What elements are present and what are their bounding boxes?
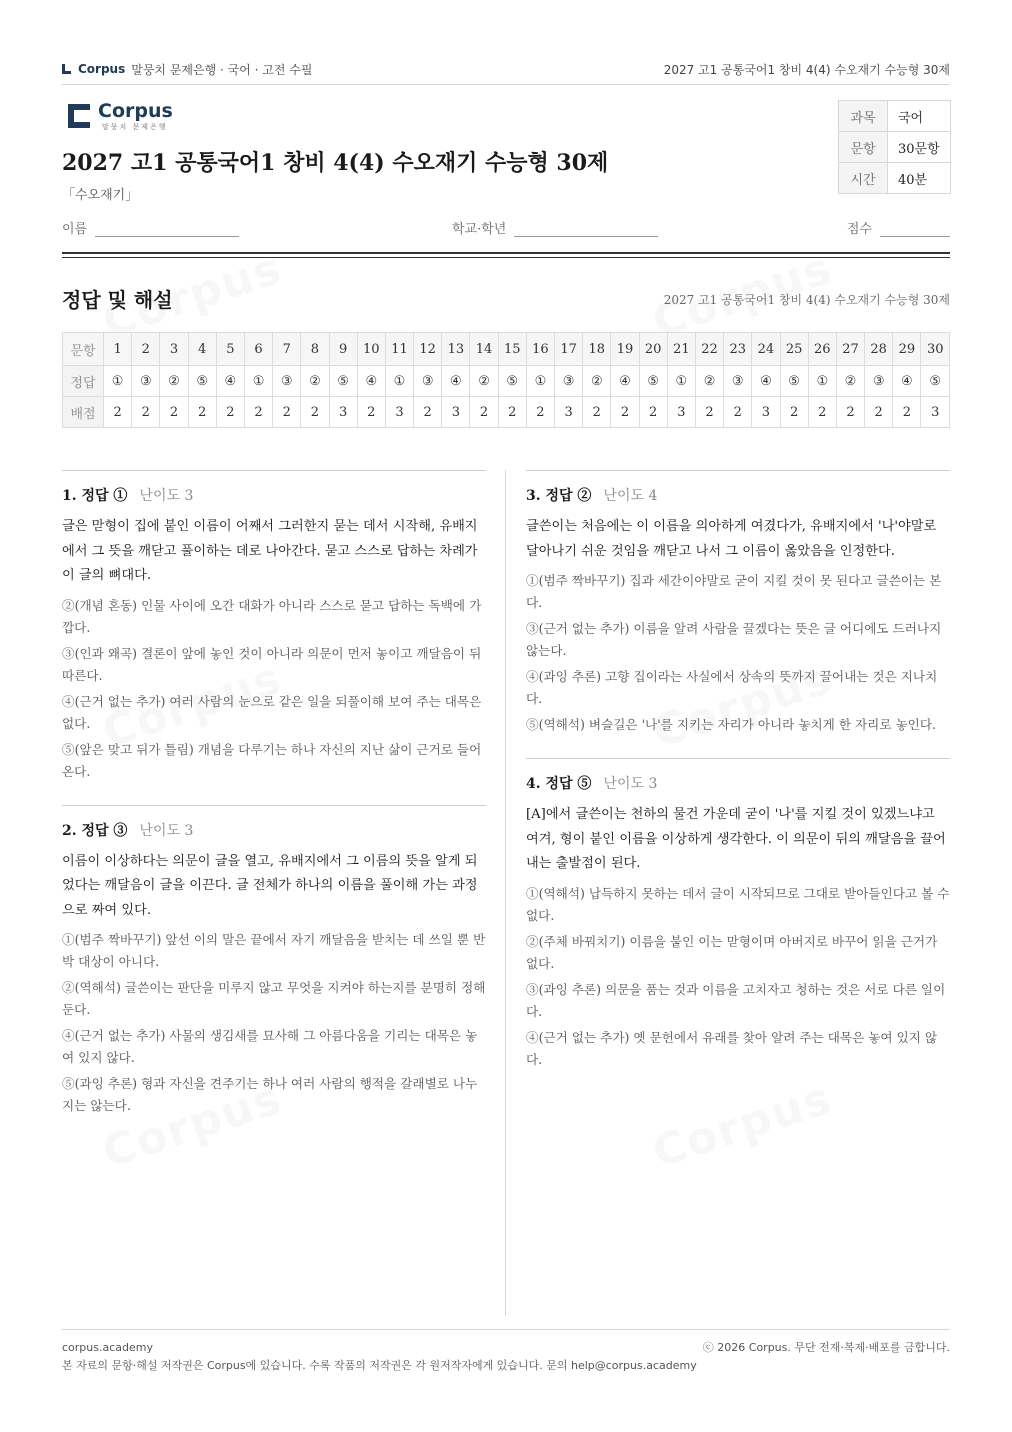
distractor-note: ③(과잉 추론) 의문을 품는 것과 이름을 고치자고 청하는 것은 서로 다른 일이다. [526, 981, 946, 1019]
answer-points-cell: 2 [836, 397, 864, 428]
answer-label: 2. 정답 ③ [62, 822, 128, 839]
explanation-item [62, 470, 486, 783]
corpus-logo-icon [62, 64, 72, 74]
name-line[interactable] [95, 219, 239, 237]
answer-value-cell: ⑤ [639, 366, 667, 397]
distractor-note: ⑤(앞은 맞고 뒤가 틀림) 개념을 다루기는 하나 자신의 지난 삶이 근거로 들어온다. [62, 741, 482, 779]
score-label: 점수 [846, 222, 872, 237]
answer-number-cell: 6 [244, 333, 272, 366]
answer-points-cell: 3 [667, 397, 695, 428]
answer-value-cell: ⑤ [921, 366, 950, 397]
answer-table [62, 332, 950, 428]
answer-number-cell: 5 [216, 333, 244, 366]
answer-value-cell: ④ [357, 366, 385, 397]
row-label-answer: 정답 [63, 366, 104, 397]
school-line[interactable] [514, 219, 658, 237]
student-fields [62, 218, 950, 238]
answer-value-cell: ② [695, 366, 723, 397]
answer-number-cell: 24 [752, 333, 780, 366]
answer-points-cell: 2 [865, 397, 893, 428]
answer-value-cell: ③ [555, 366, 583, 397]
answer-value-cell: ① [385, 366, 413, 397]
distractor-note: ③(인과 왜곡) 결론이 앞에 놓인 것이 아니라 의문이 먼저 놓이고 깨달음이 뒤따른다. [62, 645, 482, 683]
explanation-item [526, 470, 950, 736]
answer-value-cell: ③ [273, 366, 301, 397]
row-label-number: 문항 [63, 333, 104, 366]
answer-number-cell: 30 [921, 333, 950, 366]
answer-points-cell: 3 [752, 397, 780, 428]
explanation-body: 이름이 이상하다는 의문이 글을 열고, 유배지에서 그 이름의 뜻을 알게 되었다는 깨달음이 글을 이끈다. 글 전체가 하나의 이름을 풀이해 가는 과정으로 짜여 있다. [62, 853, 478, 918]
info-key-subject: 과목 [839, 101, 888, 132]
answer-points-cell: 2 [244, 397, 272, 428]
distractor-note: ④(근거 없는 추가) 옛 문헌에서 유래를 찾아 알려 주는 대목은 놓여 있지 않다. [526, 1029, 938, 1067]
explanation-heading [62, 820, 486, 840]
answer-number-cell: 3 [160, 333, 188, 366]
distractor-note: ⑤(과잉 추론) 형과 자신을 견주기는 하나 여러 사람의 행적을 갈래별로 나누지는 않는다. [62, 1076, 478, 1113]
explanations-right-column [526, 470, 950, 1093]
answer-number-cell: 25 [780, 333, 808, 366]
answer-value-cell: ② [836, 366, 864, 397]
distractor-note: ②(개념 혼동) 인물 사이에 오간 대화가 아니라 스스로 묻고 답하는 독백에 가깝다. [62, 597, 482, 635]
answer-number-cell: 10 [357, 333, 385, 366]
answer-number-cell: 18 [583, 333, 611, 366]
school-field[interactable] [452, 218, 658, 237]
answer-value-cell: ① [526, 366, 554, 397]
answer-number-cell: 11 [385, 333, 413, 366]
answer-points-cell: 2 [104, 397, 132, 428]
distractor-note: ①(범주 짝바꾸기) 앞선 이의 말은 끝에서 자기 깨달음을 받치는 데 쓰일 뿐 반박 대상이 아니다. [62, 932, 486, 969]
brand-name: Corpus [78, 62, 126, 76]
answer-points-cell: 2 [301, 397, 329, 428]
answer-value-cell: ① [244, 366, 272, 397]
answer-value-cell: ① [104, 366, 132, 397]
answer-points-cell: 2 [611, 397, 639, 428]
explanation-heading [526, 773, 950, 793]
top-bar-doc-title: 2027 고1 공통국어1 창비 4(4) 수오재기 수능형 30제 [663, 62, 950, 77]
answer-points-cell: 2 [273, 397, 301, 428]
answer-number-cell: 29 [893, 333, 921, 366]
explanation-item [62, 805, 486, 1118]
distractor-note: ①(역해석) 납득하지 못하는 데서 글이 시작되므로 그대로 받아들인다고 볼 수 없다. [526, 885, 950, 923]
answer-points-cell: 3 [555, 397, 583, 428]
page-title: 2027 고1 공통국어1 창비 4(4) 수오재기 수능형 30제 [62, 150, 609, 176]
column-divider [505, 470, 506, 1316]
answer-number-cell: 20 [639, 333, 667, 366]
answer-label: 4. 정답 ⑤ [526, 776, 592, 792]
distractor-note: ④(과잉 추론) 고향 집이라는 사실에서 상속의 뜻까지 끌어내는 것은 지나치다. [526, 669, 938, 706]
section-doc-title: 2027 고1 공통국어1 창비 4(4) 수오재기 수능형 30제 [663, 293, 950, 307]
answer-points-cell: 2 [808, 397, 836, 428]
info-key-time: 시간 [839, 163, 888, 194]
answer-row-points [63, 397, 950, 428]
answer-points-cell: 2 [470, 397, 498, 428]
answer-points-cell: 2 [526, 397, 554, 428]
answer-number-cell: 1 [104, 333, 132, 366]
answer-value-cell: ② [583, 366, 611, 397]
answer-value-cell: ⑤ [188, 366, 216, 397]
answer-points-cell: 2 [639, 397, 667, 428]
answer-value-cell: ③ [132, 366, 160, 397]
answer-number-cell: 26 [808, 333, 836, 366]
section-title: 정답 및 해설 [62, 288, 173, 312]
header-divider [62, 252, 950, 258]
answer-value-cell: ① [667, 366, 695, 397]
answer-value-cell: ③ [865, 366, 893, 397]
answer-value-cell: ③ [724, 366, 752, 397]
answer-value-cell: ④ [611, 366, 639, 397]
distractor-note: ④(근거 없는 추가) 여러 사람의 눈으로 같은 일을 되풀이해 보여 주는 대목은 없다. [62, 693, 482, 731]
difficulty-label: 난이도 3 [139, 822, 194, 839]
answer-number-cell: 13 [442, 333, 470, 366]
name-label: 이름 [62, 222, 88, 237]
difficulty-label: 난이도 3 [603, 776, 658, 792]
answer-value-cell: ⑤ [780, 366, 808, 397]
breadcrumb: 말뭉치 문제은행 · 국어 · 고전 수필 [131, 62, 313, 77]
logo [68, 101, 173, 132]
distractor-note: ④(근거 없는 추가) 사물의 생김새를 묘사해 그 아름다움을 기리는 대목은 놓여 있지 않다. [62, 1028, 478, 1065]
logo-sub: 말뭉치 문제은행 [102, 123, 168, 131]
answer-label: 3. 정답 ② [526, 488, 592, 504]
answer-number-cell: 2 [132, 333, 160, 366]
answer-value-cell: ④ [216, 366, 244, 397]
answer-points-cell: 2 [780, 397, 808, 428]
footer-copyright: ⓒ 2026 Corpus. 무단 전재·복제·배포를 금합니다. [702, 1341, 950, 1354]
answer-points-cell: 3 [442, 397, 470, 428]
school-label: 학교·학년 [452, 222, 507, 237]
explanation-body: 글쓴이는 처음에는 이 이름을 의아하게 여겼다가, 유배지에서 '나'야말로 달아나기 쉬운 것임을 깨닫고 나서 그 이름이 옳았음을 인정한다. [526, 519, 937, 559]
answer-points-cell: 2 [132, 397, 160, 428]
answer-value-cell: ⑤ [498, 366, 526, 397]
answer-number-cell: 17 [555, 333, 583, 366]
distractor-note: ②(주체 바꿔치기) 이름을 붙인 이는 맏형이며 아버지로 바꾸어 읽을 근거가 없다. [526, 933, 938, 971]
answer-value-cell: ① [808, 366, 836, 397]
answer-number-cell: 23 [724, 333, 752, 366]
answer-points-cell: 2 [724, 397, 752, 428]
info-value-subject: 국어 [888, 101, 951, 132]
explanation-body: 글은 맏형이 집에 붙인 이름이 어째서 그러한지 묻는 데서 시작해, 유배지에서 그 뜻을 깨닫고 풀이하는 데로 나아간다. 묻고 스스로 답하는 차례가 이 글의 뼈대다. [62, 519, 478, 583]
answer-number-cell: 21 [667, 333, 695, 366]
answer-points-cell: 3 [329, 397, 357, 428]
answer-value-cell: ④ [442, 366, 470, 397]
answer-value-cell: ③ [414, 366, 442, 397]
answer-points-cell: 2 [893, 397, 921, 428]
row-label-points: 배점 [63, 397, 104, 428]
answer-value-cell: ② [301, 366, 329, 397]
info-value-time: 40분 [888, 163, 951, 194]
footer [62, 1329, 950, 1375]
answer-points-cell: 2 [188, 397, 216, 428]
answer-value-cell: ② [160, 366, 188, 397]
explanation-heading [526, 485, 950, 505]
answer-number-cell: 12 [414, 333, 442, 366]
exam-info-table [838, 100, 951, 194]
answer-points-cell: 2 [216, 397, 244, 428]
difficulty-label: 난이도 4 [603, 488, 658, 504]
footer-site: corpus.academy [62, 1341, 153, 1354]
answer-number-cell: 9 [329, 333, 357, 366]
explanations-left-column [62, 470, 486, 1139]
top-bar [62, 54, 950, 85]
answer-points-cell: 3 [921, 397, 950, 428]
answer-number-cell: 8 [301, 333, 329, 366]
explanation-body: [A]에서 글쓴이는 천하의 물건 가운데 굳이 '나'를 지킬 것이 있겠느냐고 여겨, 형이 붙인 이름을 이상하게 생각한다. 이 의문이 뒤의 깨달음을 끌어내는 출발점이 된다. [526, 807, 946, 871]
answer-points-cell: 2 [498, 397, 526, 428]
answer-number-cell: 28 [865, 333, 893, 366]
answer-number-cell: 7 [273, 333, 301, 366]
score-field[interactable] [847, 218, 950, 237]
answer-number-cell: 14 [470, 333, 498, 366]
top-bar-left [62, 61, 312, 78]
footer-notice: 본 자료의 문항·해설 저작권은 Corpus에 있습니다. 수록 작품의 저작권은 각 원저작자에게 있습니다. 문의 help@corpus.academy [62, 1359, 697, 1372]
distractor-note: ②(역해석) 글쓴이는 판단을 미루지 않고 무엇을 지켜야 하는지를 분명히 정해 둔다. [62, 980, 486, 1017]
distractor-note: ①(범주 짝바꾸기) 집과 세간이야말로 굳이 지킬 것이 못 된다고 글쓴이는 본다. [526, 573, 942, 610]
answer-row-answer [63, 366, 950, 397]
corpus-mark-icon [68, 104, 90, 128]
info-key-questions: 문항 [839, 132, 888, 163]
page-subtitle: 「수오재기」 [62, 188, 139, 203]
answer-value-cell: ⑤ [329, 366, 357, 397]
score-line[interactable] [880, 219, 950, 237]
answer-row-number [63, 333, 950, 366]
answer-value-cell: ② [470, 366, 498, 397]
answer-points-cell: 2 [414, 397, 442, 428]
explanation-heading [62, 485, 486, 505]
answer-value-cell: ④ [752, 366, 780, 397]
answer-label: 1. 정답 ① [62, 488, 128, 504]
distractor-note: ⑤(역해석) 벼슬길은 '나'를 지키는 자리가 아니라 놓치게 한 자리로 놓인다. [526, 717, 937, 732]
answer-points-cell: 2 [160, 397, 188, 428]
answer-points-cell: 2 [583, 397, 611, 428]
answer-number-cell: 19 [611, 333, 639, 366]
answer-value-cell: ④ [893, 366, 921, 397]
distractor-note: ③(근거 없는 추가) 이름을 알려 사람을 끌겠다는 뜻은 글 어디에도 드러나지 않는다. [526, 621, 942, 658]
info-value-questions: 30문항 [888, 132, 951, 163]
answer-points-cell: 2 [695, 397, 723, 428]
name-field[interactable] [62, 218, 239, 237]
answer-number-cell: 4 [188, 333, 216, 366]
answer-number-cell: 22 [695, 333, 723, 366]
difficulty-label: 난이도 3 [139, 488, 194, 504]
explanation-item [526, 758, 950, 1071]
logo-name: Corpus [98, 100, 173, 122]
answer-points-cell: 2 [357, 397, 385, 428]
answer-number-cell: 27 [836, 333, 864, 366]
answer-number-cell: 15 [498, 333, 526, 366]
answer-number-cell: 16 [526, 333, 554, 366]
answer-points-cell: 3 [385, 397, 413, 428]
